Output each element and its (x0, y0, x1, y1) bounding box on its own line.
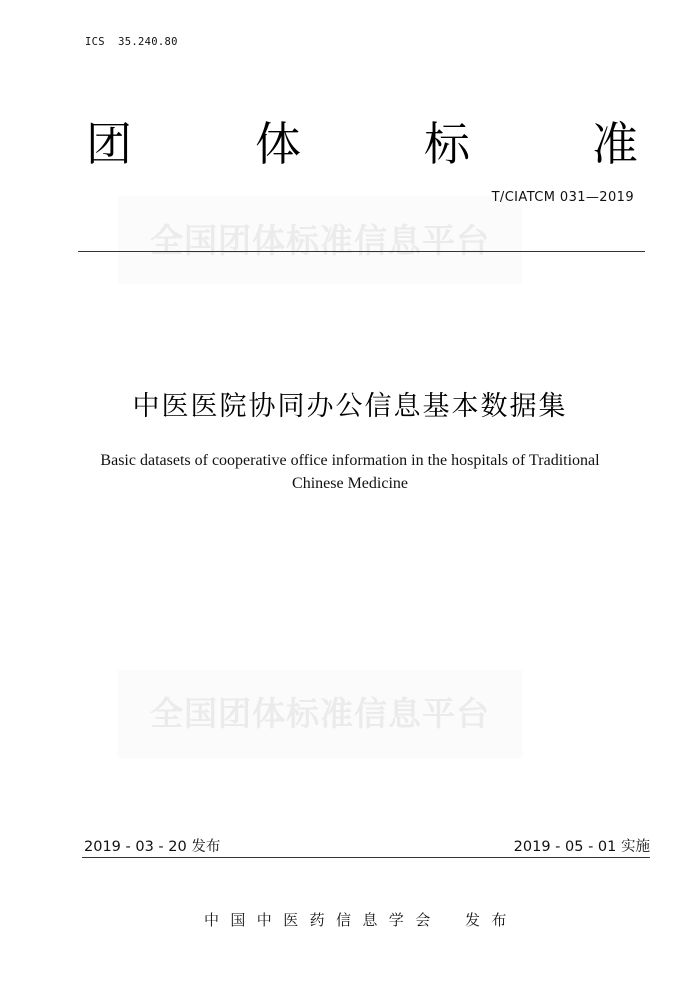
standard-type-char-1: 团 (86, 117, 132, 171)
publisher-organization: 中国中医药信息学会 (204, 911, 442, 929)
watermark-bottom: 全国团体标准信息平台 (150, 694, 490, 733)
standard-type-char-3: 标 (424, 117, 470, 171)
header-divider (78, 251, 645, 252)
footer-divider (82, 857, 650, 858)
standard-type-char-2: 体 (255, 117, 301, 171)
title-english-line-2: Chinese Medicine (292, 475, 408, 492)
standard-number: T/CIATCM 031—2019 (491, 190, 634, 205)
implementation-date: 2019 - 05 - 01 实施 (513, 839, 650, 855)
watermark-top: 全国团体标准信息平台 (150, 221, 490, 260)
ics-code: ICS 35.240.80 (85, 36, 178, 48)
standard-type-char-4: 准 (592, 117, 638, 171)
title-chinese: 中医医院协同办公信息基本数据集 (132, 391, 568, 422)
title-english-line-1: Basic datasets of cooperative office information in the hospitals of Traditional (100, 452, 600, 469)
publish-date: 2019 - 03 - 20 发布 (84, 839, 221, 855)
publisher-action: 发布 (465, 911, 518, 929)
